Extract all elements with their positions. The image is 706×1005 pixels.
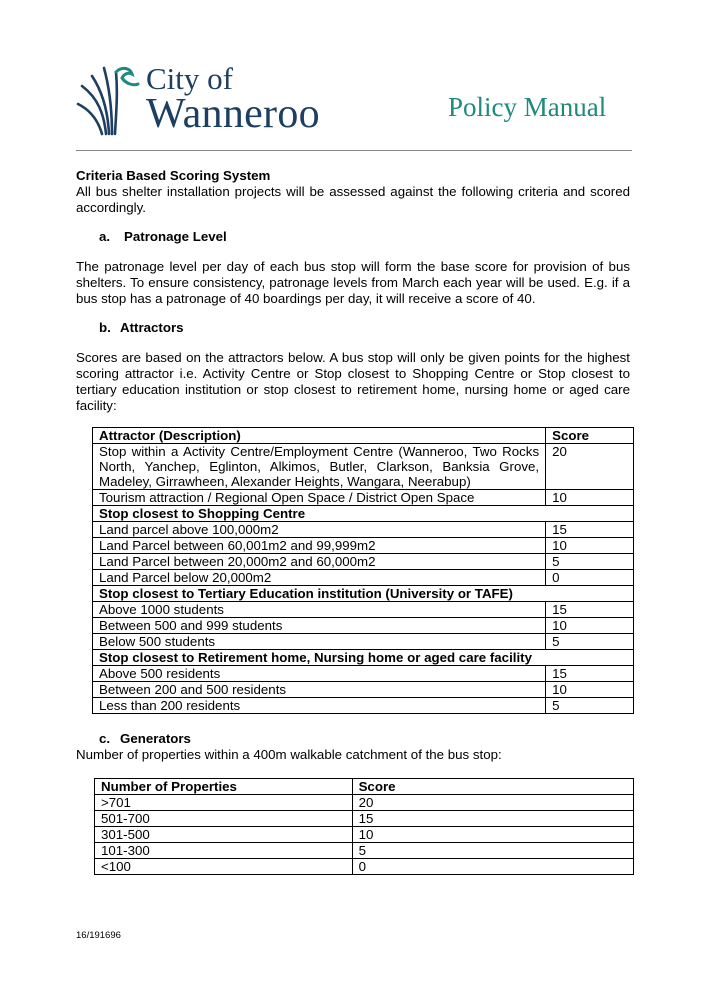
attractor-desc: Above 500 residents <box>93 666 546 682</box>
table-row <box>93 538 634 554</box>
generators-heading-marker: c. <box>99 731 111 746</box>
attractors-body: Scores are based on the attractors below. A bus stop will only be given points for the highest scoring attractor i.e. Activity Centre or Stop closest to Shopping Centre or Stop closest to tertiary education institution or stop closest to retirement home, nursing home or aged care facility: <box>76 350 630 413</box>
column-header: Score <box>546 428 634 444</box>
properties-cell: 101-300 <box>95 843 353 859</box>
attractor-desc: Land parcel above 100,000m2 <box>93 522 546 538</box>
attractor-desc: Land Parcel between 20,000m2 and 60,000m2 <box>93 554 546 570</box>
attractor-score: 10 <box>546 618 634 634</box>
column-header: Score <box>352 779 633 795</box>
attractor-score: 5 <box>546 634 634 650</box>
logo-line1: City of <box>146 61 233 96</box>
attractor-desc: Stop within a Activity Centre/Employment Centre (Wanneroo, Two Rocks North, Yanchep, Eglinton, Alkimos, Butler, Clarkson, Banksia Grove, Madeley, Girrawheen, Alexander Heights, Wangara, Neerabup) <box>93 444 546 490</box>
score-cell: 10 <box>352 827 633 843</box>
table-row <box>95 827 634 843</box>
score-cell: 15 <box>352 811 633 827</box>
attractor-desc: Above 1000 students <box>93 602 546 618</box>
attractor-score: 0 <box>546 570 634 586</box>
attractor-desc: Between 500 and 999 students <box>93 618 546 634</box>
patronage-heading: Patronage Level <box>124 229 227 244</box>
table-header-row <box>93 428 634 444</box>
header-divider <box>76 150 632 151</box>
attractor-desc: Between 200 and 500 residents <box>93 682 546 698</box>
table-row <box>93 682 634 698</box>
table-section-row <box>93 586 634 602</box>
generators-body: Number of properties within a 400m walkable catchment of the bus stop: <box>76 747 502 762</box>
table-header-row <box>95 779 634 795</box>
table-section-row <box>93 650 634 666</box>
city-logo <box>76 62 326 138</box>
table-row <box>93 444 634 490</box>
score-cell: 5 <box>352 843 633 859</box>
generators-table <box>94 778 634 875</box>
black-swan-icon <box>76 64 142 136</box>
table-row <box>95 859 634 875</box>
patronage-heading-marker: a. <box>99 229 111 244</box>
table-section-row <box>93 506 634 522</box>
section-title-cell: Stop closest to Retirement home, Nursing home or aged care facility <box>93 650 634 666</box>
properties-cell: 301-500 <box>95 827 353 843</box>
attractor-score: 15 <box>546 666 634 682</box>
attractor-score: 15 <box>546 522 634 538</box>
table-row <box>93 490 634 506</box>
attractor-score: 10 <box>546 538 634 554</box>
attractor-desc: Land Parcel between 60,001m2 and 99,999m2 <box>93 538 546 554</box>
table-row <box>93 554 634 570</box>
attractor-score: 5 <box>546 554 634 570</box>
attractor-score: 10 <box>546 490 634 506</box>
properties-cell: <100 <box>95 859 353 875</box>
section-title: Criteria Based Scoring System <box>76 168 271 183</box>
table-row <box>93 666 634 682</box>
attractors-heading: Attractors <box>120 320 184 335</box>
table-row <box>93 570 634 586</box>
table-row <box>95 811 634 827</box>
attractor-desc: Less than 200 residents <box>93 698 546 714</box>
column-header: Attractor (Description) <box>93 428 546 444</box>
section-title-cell: Stop closest to Shopping Centre <box>93 506 634 522</box>
column-header: Number of Properties <box>95 779 353 795</box>
table-row <box>93 634 634 650</box>
attractors-heading-marker: b. <box>99 320 111 335</box>
patronage-body: The patronage level per day of each bus stop will form the base score for provision of bus shelters. To ensure consistency, patronage levels from March each year will be used. E.g. if a bus stop has a patronage of 40 boardings per day, it will receive a score of 40. <box>76 259 630 306</box>
section-intro: All bus shelter installation projects will be assessed against the following criteria and scored accordingly. <box>76 184 630 215</box>
attractor-score: 10 <box>546 682 634 698</box>
table-row <box>95 795 634 811</box>
document-title: Policy Manual <box>448 92 607 122</box>
table-row <box>93 698 634 714</box>
document-reference: 16/191696 <box>76 930 121 941</box>
attractor-desc: Below 500 students <box>93 634 546 650</box>
table-row <box>95 843 634 859</box>
table-row <box>93 618 634 634</box>
generators-heading: Generators <box>120 731 191 746</box>
attractor-score: 5 <box>546 698 634 714</box>
logo-line2: Wanneroo <box>146 91 320 137</box>
table-row <box>93 522 634 538</box>
table-row <box>93 602 634 618</box>
section-title-cell: Stop closest to Tertiary Education institution (University or TAFE) <box>93 586 634 602</box>
attractors-table <box>92 427 634 714</box>
attractor-score: 20 <box>546 444 634 490</box>
score-cell: 0 <box>352 859 633 875</box>
attractor-score: 15 <box>546 602 634 618</box>
properties-cell: >701 <box>95 795 353 811</box>
properties-cell: 501-700 <box>95 811 353 827</box>
attractor-desc: Tourism attraction / Regional Open Space / District Open Space <box>93 490 546 506</box>
score-cell: 20 <box>352 795 633 811</box>
attractor-desc: Land Parcel below 20,000m2 <box>93 570 546 586</box>
